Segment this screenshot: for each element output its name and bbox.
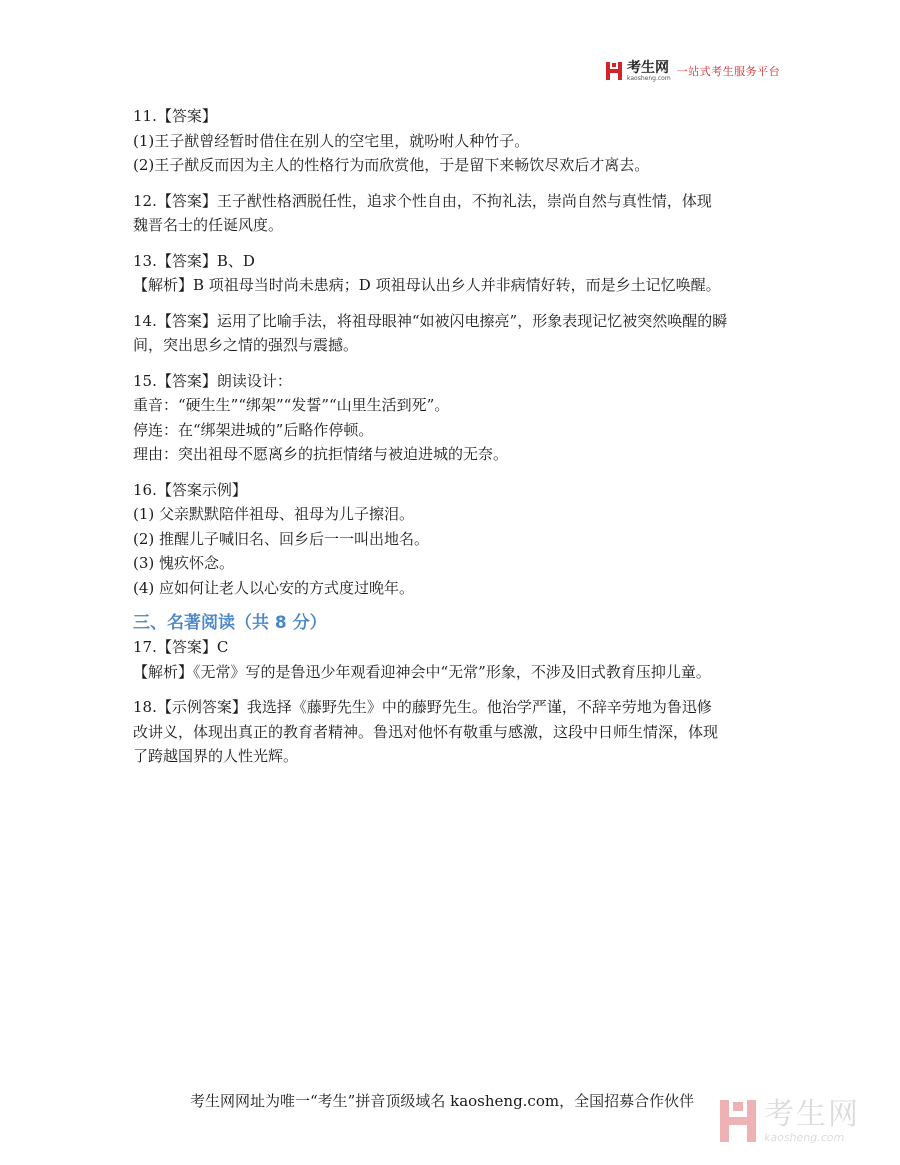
answer-line: 17.【答案】C — [133, 638, 229, 656]
answer-line: 16.【答案示例】 — [133, 480, 247, 499]
answer-line: (1)王子猷曾经暂时借住在别人的空宅里，就吩咐人种竹子。 — [133, 131, 530, 150]
answer-line: 11.【答案】 — [133, 107, 217, 125]
answer-line: 重音：“硬生生”“绑架”“发誓”“山里生活到死”。 — [133, 396, 450, 414]
answer-line: (2) 推醒儿子喊旧名、回乡后一一叫出地名。 — [133, 529, 430, 548]
answer-16 — [133, 478, 773, 601]
footer-text: 考生网网址为唯一“考生”拼音顶级域名 kaosheng.com，全国招募合作伙伴 — [190, 1092, 695, 1110]
answer-line: 魏晋名士的任诞风度。 — [133, 216, 284, 234]
answer-line: (1) 父亲默默陪伴祖母、祖母为儿子擦泪。 — [133, 505, 415, 523]
answer-content — [133, 104, 773, 780]
answer-13 — [133, 249, 773, 298]
kaosheng-watermark-icon — [718, 1098, 758, 1144]
answer-11 — [133, 104, 773, 178]
watermark-brand: 考生网 — [764, 1096, 860, 1132]
header-logo — [605, 58, 780, 84]
answer-12 — [133, 189, 773, 238]
answer-line: (2)王子猷反而因为主人的性格行为而欣赏他，于是留下来畅饮尽欢后才离去。 — [133, 156, 650, 174]
answer-line: 改讲义，体现出真正的教育者精神。鲁迅对他怀有敬重与感激，这段中日师生情深，体现 — [133, 722, 719, 741]
answer-line: 18.【示例答案】我选择《藤野先生》中的藤野先生。他治学严谨，不辞辛劳地为鲁迅修 — [133, 698, 712, 716]
answer-line: 14.【答案】运用了比喻手法，将祖母眼神“如被闪电擦亮”，形象表现记忆被突然唤醒的瞬 — [133, 311, 728, 330]
answer-line: (3) 愧疚怀念。 — [133, 554, 235, 572]
watermark-url: kaosheng.com — [764, 1130, 845, 1144]
answer-15 — [133, 369, 773, 467]
answer-line: 停连：在“绑架进城的”后略作停顿。 — [133, 420, 374, 439]
answer-line: 15.【答案】朗读设计： — [133, 371, 292, 390]
answer-line: (4) 应如何让老人以心安的方式度过晚年。 — [133, 578, 415, 597]
answer-line: 【解析】《无常》写的是鲁迅少年观看迎神会中“无常”形象，不涉及旧式教育压抑儿童。 — [133, 662, 711, 681]
watermark — [718, 1098, 860, 1144]
brand-url: kaosheng.com — [627, 74, 671, 82]
answer-line: 间，突出思乡之情的强烈与震撼。 — [133, 336, 359, 354]
answer-line: 12.【答案】王子猷性格洒脱任性，追求个性自由，不拘礼法，崇尚自然与真性情，体现 — [133, 191, 712, 210]
answer-line: 13.【答案】B、D — [133, 251, 255, 270]
kaosheng-logo-icon — [605, 61, 623, 81]
brand-slogan: 一站式考生服务平台 — [676, 65, 781, 78]
brand-name: 考生网 — [627, 59, 669, 76]
answer-17 — [133, 635, 773, 684]
answer-18 — [133, 695, 773, 769]
answer-line: 理由：突出祖母不愿离乡的抗拒情绪与被迫进城的无奈。 — [133, 445, 509, 463]
answer-14 — [133, 309, 773, 358]
answer-line: 了跨越国界的人性光辉。 — [133, 747, 299, 765]
section-title: 三、名著阅读（共 8 分） — [133, 613, 327, 633]
answer-line: 【解析】B 项祖母当时尚未患病；D 项祖母认出乡人并非病情好转，而是乡土记忆唤醒。 — [133, 276, 721, 294]
